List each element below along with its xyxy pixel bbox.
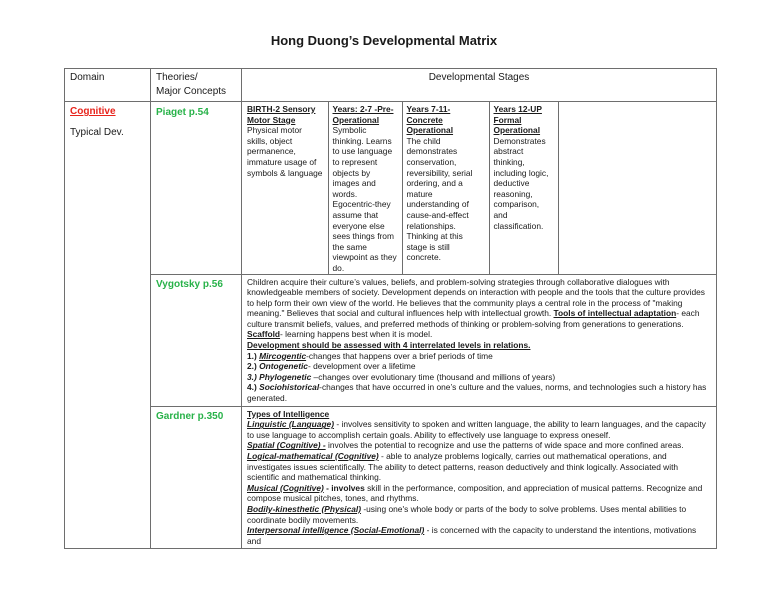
intelligence-term: Interpersonal intelligence (Social-Emotional): [247, 525, 425, 536]
developmental-matrix-table: [64, 68, 717, 549]
stage-cell: [402, 102, 489, 274]
stage-heading: BIRTH-2 Sensory Motor Stage: [247, 104, 316, 125]
theory-vygotsky: Vygotsky p.56: [156, 278, 223, 290]
intelligence-text: skill in the performance, composition, and appreciation of musical patterns. Recognize and compose musical pitches, tones, and rhythms.: [247, 482, 703, 504]
table-row-vygotsky: [65, 274, 717, 406]
level-text: - development over a lifetime: [307, 361, 416, 372]
level-item: [247, 361, 711, 372]
level-number: 3.): [247, 371, 257, 382]
stage-cell: [242, 102, 328, 274]
term-scaffold: Scaffold: [247, 329, 281, 340]
content-cell-gardner: [242, 406, 717, 549]
level-item: [247, 351, 711, 362]
intelligence-lead: - involves: [323, 482, 365, 493]
header-developmental-stages: Developmental Stages: [242, 69, 717, 102]
intelligence-item: [247, 440, 711, 451]
stage-description: The child demonstrates conservation, reversibility, serial ordering, and a mature understanding of cause-and-effect relationships. Thinking at this stage is still concrete.: [406, 135, 473, 263]
intelligence-term: Logical-mathematical (Cognitive): [247, 451, 379, 461]
intelligence-types-heading: Types of Intelligence: [247, 408, 330, 419]
theory-piaget: Piaget p.54: [156, 107, 209, 118]
intelligence-text: - able to analyze problems logically, carries out mathematical operations, and investigates issues scientifically. The ability to detect patterns, reason deductively and think logically. Associated with scientific and mathematical thinking.: [247, 451, 679, 483]
header-row: [65, 69, 717, 102]
stage-description: Demonstrates abstract thinking, including logic, deductive reasoning, comparison, and classification.: [493, 135, 549, 231]
piaget-stages-grid: [242, 102, 716, 274]
domain-sub-label: Typical Dev.: [70, 126, 124, 138]
intelligence-item: [247, 483, 711, 504]
intelligence-term: Linguistic (Language): [247, 419, 335, 430]
intelligence-item: [247, 525, 711, 546]
table-row-gardner: [65, 406, 717, 549]
intelligence-text: - involves sensitivity to spoken and written language, the ability to learn languages, and the capacity to use language to accomplish certain goals. Ability to effectively use language to express oneself.: [247, 419, 706, 440]
stages-cell-piaget: [242, 102, 717, 275]
theory-gardner: Gardner p.350: [156, 410, 224, 422]
vygotsky-intro: [247, 277, 711, 341]
intelligence-term: Spatial (Cognitive) -: [247, 440, 326, 451]
vygotsky-intro-text: - each culture transmit beliefs, values, and preferred methods of thinking or problem-solving from generations to generations.: [247, 308, 700, 329]
document-title: Hong Duong’s Developmental Matrix: [270, 33, 498, 48]
intelligence-item: [247, 419, 711, 440]
stage-heading: Years 12-UP Formal Operational: [493, 104, 542, 136]
intelligence-text: -using one's whole body or parts of the body to solve problems. Uses mental abilities to coordinate bodily movements.: [247, 503, 687, 525]
intelligence-text: involves the potential to recognize and use the patterns of wide space and more confined areas.: [325, 440, 684, 451]
level-item: [247, 372, 711, 383]
level-text: -changes that happens over a brief periods of time: [306, 350, 493, 361]
stage-cell: [328, 102, 402, 274]
theory-cell-piaget: [151, 102, 242, 275]
intelligence-item: [247, 504, 711, 525]
stage-cell: [489, 102, 558, 274]
level-number: 1.): [247, 350, 257, 361]
stage-description: Physical motor skills, object permanence, immature usage of symbols & language: [247, 125, 323, 178]
domain-cell: [65, 102, 151, 549]
stage-cell-empty: [558, 102, 716, 274]
term-tools-of-intellectual-adaptation: Tools of intellectual adaptation: [553, 308, 677, 319]
stage-description: Symbolic thinking. Learns to use language to represent objects by images and words. Egocentric-they assume that everyone else sees things from the same viewpoint as they do.: [332, 125, 397, 273]
intelligence-term: Musical (Cognitive): [247, 482, 324, 493]
theory-cell-vygotsky: [151, 274, 242, 406]
intelligence-item: [247, 451, 711, 483]
content-cell-vygotsky: [242, 274, 717, 406]
header-theories-line2: Major Concepts: [156, 86, 227, 97]
level-text: -changes that have occurred in one’s culture and the values, norms, and technologies such a history has generated.: [247, 382, 707, 404]
theory-cell-gardner: [151, 406, 242, 549]
level-number: 2.): [247, 361, 257, 372]
level-term: Mircogentic: [259, 350, 307, 361]
vygotsky-intro-text: - learning happens best when it is model.: [280, 329, 433, 340]
table-row-piaget: [65, 102, 717, 275]
vygotsky-intro-text: Children acquire their culture’s values, beliefs, and problem-solving strategies through collaborative dialogues with knowledgeable members of society. Development depends on interaction with people and the tools that the culture provides to help form their own view of the world. He believes that the community plays a central role in the process of "making meaning." Believes that social and cultural influences help with intellectual growth.: [247, 276, 705, 319]
header-domain: Domain: [65, 69, 151, 102]
level-term: Phylogenetic: [259, 371, 312, 382]
level-number: 4.): [247, 382, 257, 393]
levels-heading: Development should be assessed with 4 interrelated levels in relations.: [247, 340, 531, 351]
stage-heading: Years: 2-7 -Pre-Operational: [332, 104, 394, 125]
level-term: Ontogenetic: [259, 361, 308, 372]
intelligence-text: - is concerned with the capacity to understand the intentions, motivations and: [247, 525, 697, 546]
level-item: [247, 382, 711, 403]
header-theories-line1: Theories/: [156, 72, 198, 83]
domain-label: Cognitive: [70, 106, 116, 117]
stage-heading: Years 7-11- Concrete Operational: [406, 104, 454, 136]
header-theories: [151, 69, 242, 102]
intelligence-term: Bodily-kinesthetic (Physical): [247, 503, 362, 514]
level-term: Sociohistorical: [259, 382, 320, 393]
level-text: –changes over evolutionary time (thousand and millions of years): [311, 371, 556, 382]
